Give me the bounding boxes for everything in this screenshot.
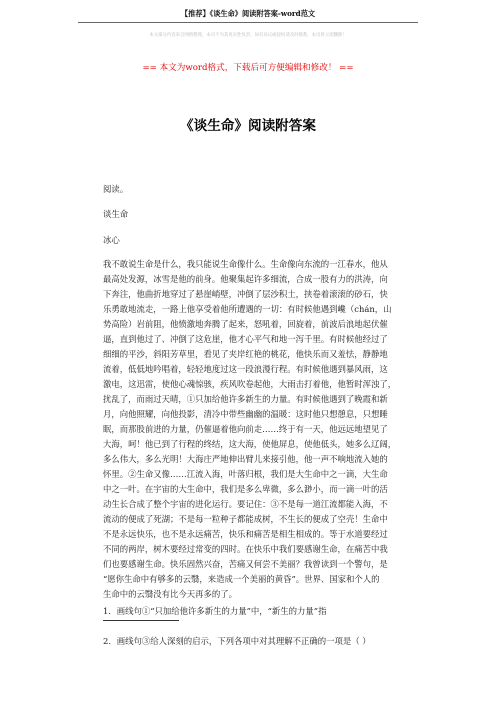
body-line: “愿你生命中有够多的云翳，来造成一个美丽的黄昏”。世界、国家和个人的 bbox=[103, 574, 380, 584]
article-title: 谈生命 bbox=[103, 209, 129, 219]
body-line: 下奔注，他曲折地穿过了悬崖峭壁，冲倒了层沙积土，挟卷着滚滚的砂石，快 bbox=[103, 289, 388, 299]
body-line: 扰乱了，而雨过天晴，①只加给他许多新生的力量。有时候他遇到了晚霞和新 bbox=[103, 394, 388, 404]
body-line: 逼，直到他过了、冲倒了这危崖，他才心平气和地一泻千里。有时候他经过了 bbox=[103, 334, 388, 344]
body-line: 最高处发源，冰雪是他的前身。他聚集起许多细流，合成一股有力的洪涛，向 bbox=[103, 274, 388, 284]
body-line: 流动的便成了死湖；不是每一粒种子都能成树，不生长的便成了空壳！生命中 bbox=[103, 514, 388, 524]
body-line: 不是永远快乐，也不是永远痛苦，快乐和痛苦是相生相成的。等于水道要经过 bbox=[103, 529, 388, 539]
header-title: 【推荐】《谈生命》阅读附答案-word范文 bbox=[180, 9, 316, 18]
body-line: 势高险）岩前阻，他愤激地奔腾了起来，怒吼着，回旋着，前波后浪地起伏催 bbox=[103, 319, 388, 329]
body-line: 大海，呵！他已到了行程的终结，这大海，使他屏息，使他低头，她多么辽阔， bbox=[103, 439, 397, 449]
body-line: 流着，低低地吟唱着，轻轻地度过这一段浪漫行程。有时候他遇到暴风雨，这 bbox=[103, 364, 388, 374]
body-line: 怀里。②生命又像……江流入海，叶落归根，我们是大生命中之一滴，大生命 bbox=[103, 469, 388, 479]
answer-blank-line bbox=[103, 620, 179, 621]
body-line: 月，向他照耀，向他投影，清冷中带些幽幽的温暖：这时他只想憩息，只想睡 bbox=[103, 409, 388, 419]
question-1: 1．画线句①“只加给他许多新生的力量”中，“新生的力量”指 bbox=[103, 606, 327, 616]
body-line: 们也要感谢生命。快乐固然兴奋，苦痛又何尝不美丽？我曾读到一个警句，是 bbox=[103, 559, 388, 569]
intro-text: 阅读。 bbox=[103, 184, 129, 194]
document-title: 《谈生命》阅读附答案 bbox=[180, 118, 316, 134]
body-line: 乐勇敢地流走，一路上他享受着他所遭遇的一切：有时候他遇到巉（chán，山 bbox=[103, 304, 392, 314]
body-line: 生命中的云翳没有比今天再多的了。 bbox=[103, 589, 237, 599]
header-divider bbox=[78, 22, 418, 23]
body-line: 激电，这迅雷，使他心魂惊骇，疾风吹卷起他，大雨击打着他，他暂时浑浊了， bbox=[103, 379, 397, 389]
body-line: 中之一叶。在宇宙的大生命中，我们是多么卑微，多么渺小，而一滴一叶的活 bbox=[103, 484, 388, 494]
article-author: 冰心 bbox=[103, 235, 120, 245]
body-line: 多么伟大，多么光明！大海庄严地伸出臂儿来接引他，他一声不响地流入她的 bbox=[103, 454, 388, 464]
question-2: 2．画线句③给人深刻的启示，下列各项中对其理解不正确的一项是（ ） bbox=[103, 636, 371, 646]
body-line: 动生长合成了整个宇宙的进化运行。要记住：③不是每一道江流都能入海，不 bbox=[103, 499, 388, 509]
body-line: 细细的平沙，斜阳芳草里，看见了夹岸红艳的桃花，他快乐而又羞怯，静静地 bbox=[103, 349, 388, 359]
body-line: 不同的两岸，树木要经过常变的四时。在快乐中我们要感谢生命，在痛苦中我 bbox=[103, 544, 388, 554]
body-line: 我不敢说生命是什么，我只能说生命像什么。生命像向东流的一江春水，他从 bbox=[103, 259, 388, 269]
header-disclaimer: 本文部分内容来自网络整理，本司不为其真实性负责，如有异议或侵权请及时联系，本司将立即删除！ bbox=[149, 33, 347, 38]
format-notice: == 本文为word格式，下载后可方便编辑和修改！ == bbox=[142, 63, 354, 73]
body-line: 眠，而那股前进的力量，仍催逼着他向前走……终于有一天，他远远地望见了 bbox=[103, 424, 388, 434]
